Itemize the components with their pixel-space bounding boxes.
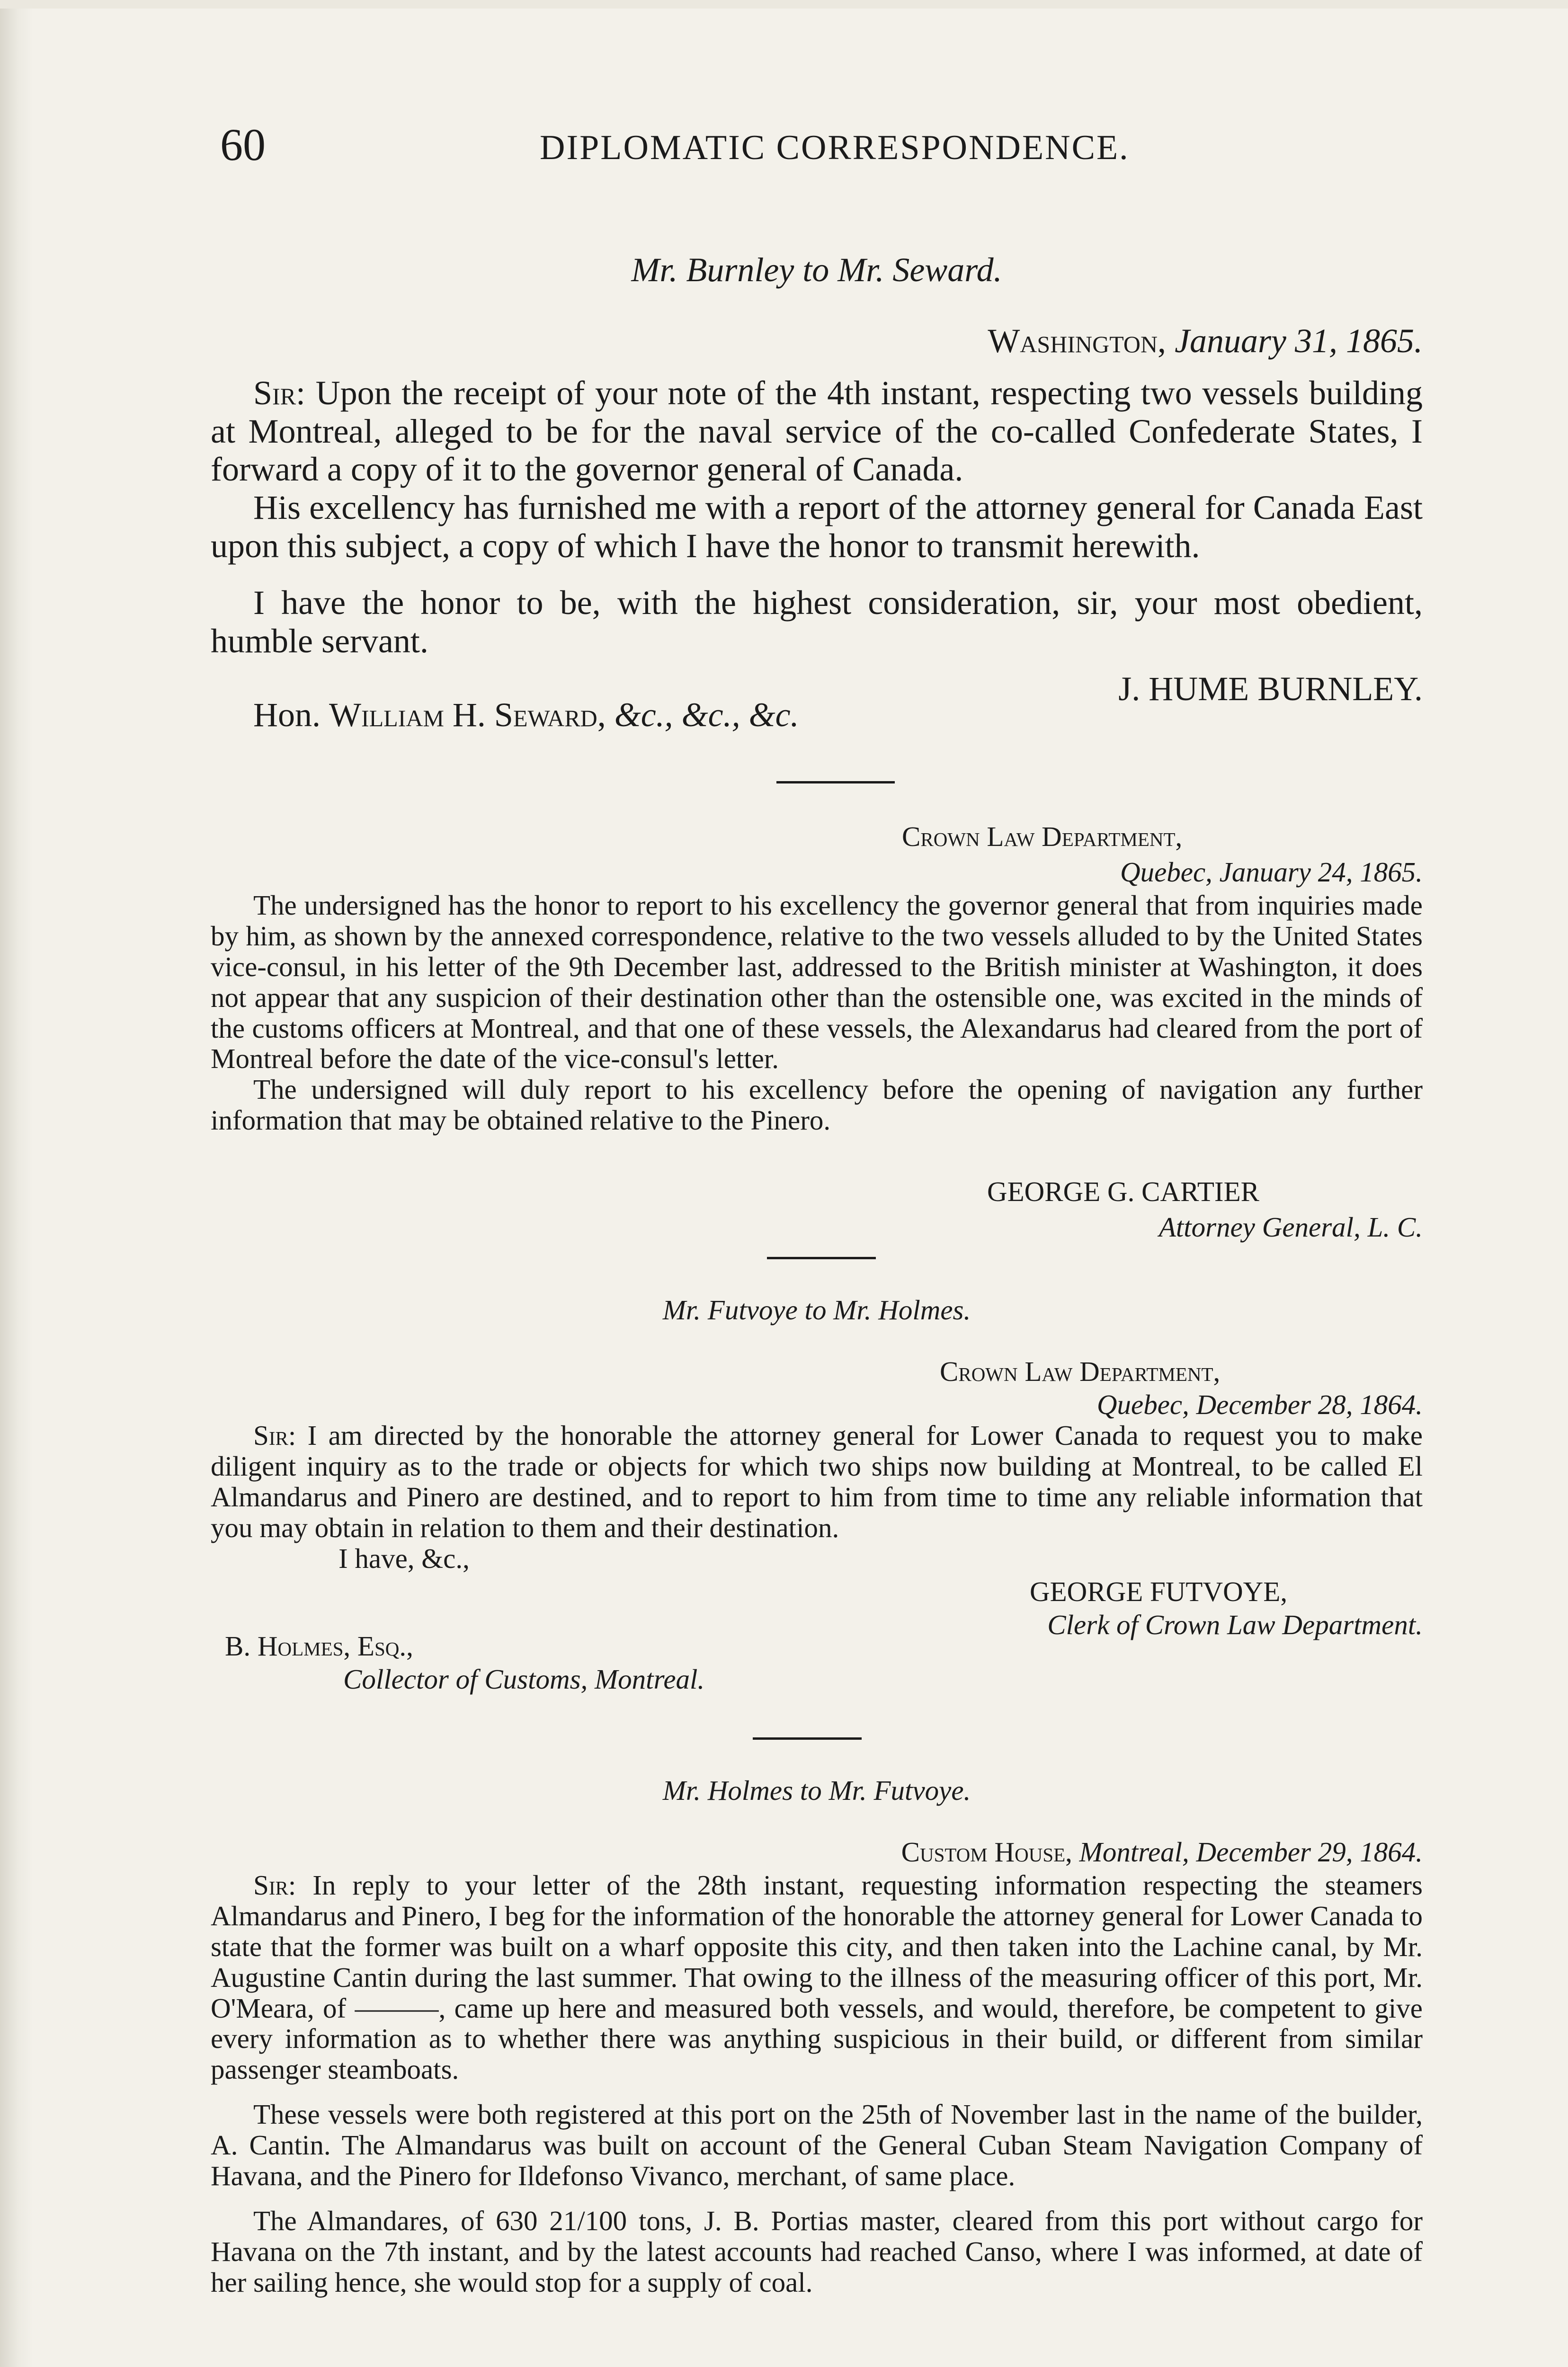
- section-divider: [753, 1737, 862, 1740]
- report-body: [211, 890, 1423, 1136]
- letter2-addressee-name: B. Holmes, Esq.,: [225, 1630, 413, 1662]
- report-signature: GEORGE G. CARTIER: [987, 1176, 1259, 1207]
- report-paragraph-2: The undersigned will duly report to his excellency before the opening of navigation any further information that may be obtained relative to the Pinero.: [211, 1074, 1423, 1136]
- letter1-addressee-prefix: Hon.: [253, 696, 321, 734]
- page-top-edge: [0, 0, 1568, 9]
- page-number: 60: [220, 119, 266, 170]
- letter1-paragraph-1-text: Upon the receipt of your note of the 4th instant, respecting two vessels building at Montreal, alleged to be for the naval service of the co-called Confederate States, I forward a copy of it to the governor general of Canada.: [211, 374, 1423, 489]
- page-gutter-shadow: [0, 0, 33, 2367]
- letter1-heading: Mr. Burnley to Mr. Seward.: [631, 251, 1002, 289]
- letter2-addressee-title: Collector of Customs, Montreal.: [343, 1664, 705, 1695]
- letter1-dateline-place: Washington,: [988, 322, 1167, 360]
- letter2-closing: I have, &c.,: [339, 1542, 470, 1574]
- section-divider: [776, 781, 895, 783]
- letter2-office: [211, 1356, 1423, 1387]
- letter3-dateline-place: Custom House,: [901, 1836, 1072, 1868]
- letter1-paragraph-3: I have the honor to be, with the highest consideration, sir, your most obedient, humble servant.: [211, 584, 1423, 660]
- letter1-dateline: [211, 322, 1423, 360]
- letter2-heading: Mr. Futvoye to Mr. Holmes.: [662, 1294, 971, 1326]
- letter1-addressee: [211, 696, 1465, 734]
- letter3-dateline: [211, 1837, 1423, 1868]
- letter2-body: [211, 1420, 1423, 1574]
- letter1-signature: J. HUME BURNLEY.: [1118, 670, 1423, 708]
- letter2-signature: GEORGE FUTVOYE,: [1030, 1576, 1288, 1607]
- letter3-body: [211, 1870, 1423, 2298]
- letter3-paragraph-2: These vessels were both registered at this port on the 25th of November last in the name of the builder, A. Cantin. The Almandarus was built on account of the General Cuban Steam Navigation Company of Havana, and the Pinero for Ildefonso Vivanco, merchant, of same place.: [211, 2099, 1423, 2192]
- letter2-dateline: Quebec, December 28, 1864.: [1096, 1389, 1423, 1420]
- letter1-addressee-suffix: &c., &c., &c.: [614, 696, 799, 734]
- section-divider: [767, 1257, 876, 1259]
- letter2-paragraph-1-text: I am directed by the honorable the attorney general for Lower Canada to request you to make diligent inquiry as to the trade or objects for which two ships now building at Montreal, to be called El Almandarus and Pinero are destined, and to report to him from time to time any reliable information that you may obtain in relation to them and their destination.: [211, 1420, 1423, 1543]
- letter1-body: [211, 374, 1423, 660]
- letter1-addressee-name: William H. Seward,: [329, 696, 606, 734]
- letter3-dateline-date: Montreal, December 29, 1864.: [1079, 1836, 1423, 1868]
- report-office: [211, 821, 1423, 852]
- letter3-salutation: Sir:: [253, 1869, 296, 1901]
- report-office-text: Crown Law Department,: [902, 821, 1183, 852]
- letter1-paragraph-1: [211, 374, 1423, 489]
- running-head: DIPLOMATIC CORRESPONDENCE.: [540, 128, 1130, 167]
- letter3-paragraph-3: The Almandares, of 630 21/100 tons, J. B. Portias master, cleared from this port without cargo for Havana on the 7th instant, and by the latest accounts had reached Canso, where I was informed, at date of her sailing hence, she would stop for a supply of coal.: [211, 2205, 1423, 2298]
- letter2-salutation: Sir:: [253, 1420, 296, 1451]
- letter2-signer-title: Clerk of Crown Law Department.: [1047, 1609, 1423, 1640]
- report-signer-title: Attorney General, L. C.: [1158, 1211, 1423, 1243]
- letter2-paragraph-1: [211, 1420, 1423, 1543]
- report-paragraph-1: The undersigned has the honor to report to his excellency the governor general that from inquiries made by him, as shown by the annexed correspondence, relative to the two vessels alluded to by the United States vice-consul, in his letter of the 9th December last, addressed to the British minister at Washington, it does not appear that any suspicion of their destination other than the ostensible one, was excited in the minds of the customs officers at Montreal, and that one of these vessels, the Alexandarus had cleared from the port of Montreal before the date of the vice-consul's letter.: [211, 890, 1423, 1075]
- letter3-heading: Mr. Holmes to Mr. Futvoye.: [662, 1775, 971, 1806]
- report-dateline: Quebec, January 24, 1865.: [1120, 856, 1423, 888]
- letter2-office-text: Crown Law Department,: [940, 1356, 1221, 1387]
- letter3-paragraph-1-text: In reply to your letter of the 28th instant, requesting information respecting the steamers Almandarus and Pinero, I beg for the information of the honorable the attorney general for Lower Canada to state that the former was built on a wharf opposite this city, and then taken into the Lachine canal, by Mr. Augustine Cantin during the last summer. That owing to the illness of the measuring officer of this port, Mr. O'Meara, of ———, came up here and measured both vessels, and would, therefore, be competent to give every information as to whether there was anything suspicious in their build, or different from similar passenger steamboats.: [211, 1869, 1423, 2085]
- letter1-salutation: Sir:: [253, 374, 306, 412]
- letter1-dateline-date: January 31, 1865.: [1175, 322, 1423, 360]
- letter1-paragraph-2: His excellency has furnished me with a report of the attorney general for Canada East upon this subject, a copy of which I have the honor to transmit herewith.: [211, 488, 1423, 565]
- letter3-paragraph-1: [211, 1870, 1423, 2085]
